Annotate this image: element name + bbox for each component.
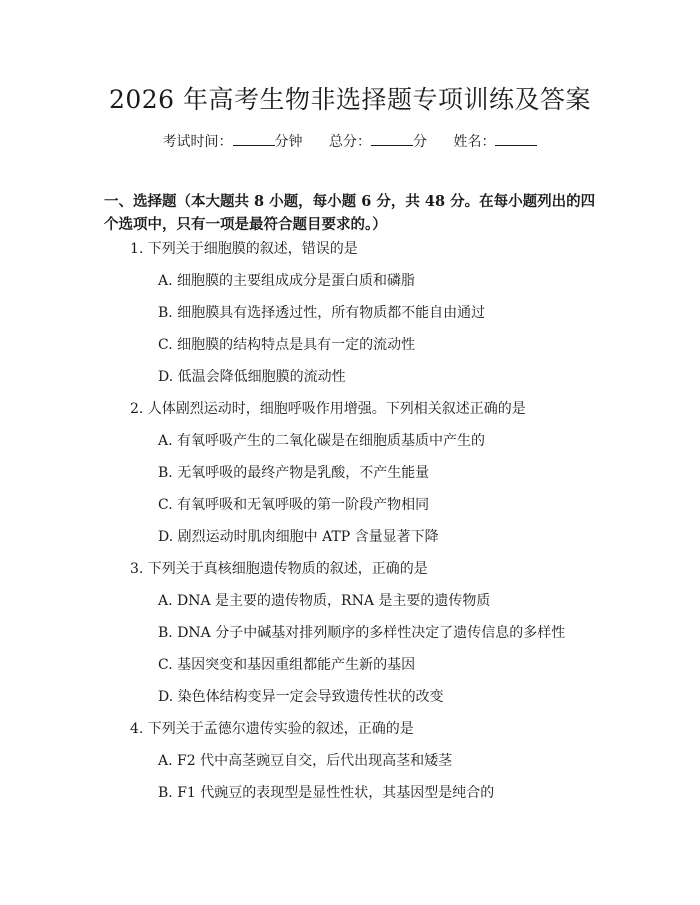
question-stem: 1. 下列关于细胞膜的叙述，错误的是 [130, 241, 358, 257]
time-field [163, 131, 303, 151]
exam-title: 2026 年高考生物非选择题专项训练及答案 [108, 85, 592, 114]
option-a: A. DNA 是主要的遗传物质，RNA 是主要的遗传物质 [158, 593, 491, 609]
name-field [453, 131, 537, 151]
time-label: 考试时间： [162, 134, 233, 150]
section-heading: 一、选择题（本大题共 8 小题，每小题 6 分，共 48 分。在每小题列出的四个选项中，只有一项是最符合题目要求的。） [104, 193, 596, 233]
score-label: 总分： [329, 134, 371, 150]
option-d: D. 剧烈运动时肌肉细胞中 ATP 含量显著下降 [158, 529, 439, 545]
option-b: B. 无氧呼吸的最终产物是乳酸，不产生能量 [158, 465, 430, 481]
question-stem: 4. 下列关于孟德尔遗传实验的叙述，正确的是 [130, 721, 414, 737]
option-a: A. 细胞膜的主要组成成分是蛋白质和磷脂 [158, 273, 416, 289]
option-b: B. DNA 分子中碱基对排列顺序的多样性决定了遗传信息的多样性 [158, 625, 566, 641]
option-b: B. 细胞膜具有选择透过性，所有物质都不能自由通过 [158, 305, 486, 321]
option-d: D. 染色体结构变异一定会导致遗传性状的改变 [158, 689, 444, 705]
option-c: C. 有氧呼吸和无氧呼吸的第一阶段产物相同 [158, 497, 430, 513]
option-d: D. 低温会降低细胞膜的流动性 [158, 369, 346, 385]
score-blank [371, 133, 413, 146]
time-blank [233, 133, 275, 146]
question-stem: 2. 人体剧烈运动时，细胞呼吸作用增强。下列相关叙述正确的是 [130, 401, 526, 417]
score-field [329, 131, 427, 151]
option-c: C. 细胞膜的结构特点是具有一定的流动性 [158, 337, 416, 353]
exam-info-line [0, 131, 700, 151]
name-blank [495, 133, 537, 146]
option-a: A. 有氧呼吸产生的二氧化碳是在细胞质基质中产生的 [158, 433, 486, 449]
score-unit: 分 [413, 134, 427, 150]
time-unit: 分钟 [274, 134, 303, 150]
option-b: B. F1 代豌豆的表现型是显性性状，其基因型是纯合的 [158, 785, 495, 801]
name-label: 姓名： [453, 134, 496, 150]
question-stem: 3. 下列关于真核细胞遗传物质的叙述，正确的是 [130, 561, 428, 577]
option-a: A. F2 代中高茎豌豆自交，后代出现高茎和矮茎 [158, 753, 453, 769]
option-c: C. 基因突变和基因重组都能产生新的基因 [158, 657, 416, 673]
